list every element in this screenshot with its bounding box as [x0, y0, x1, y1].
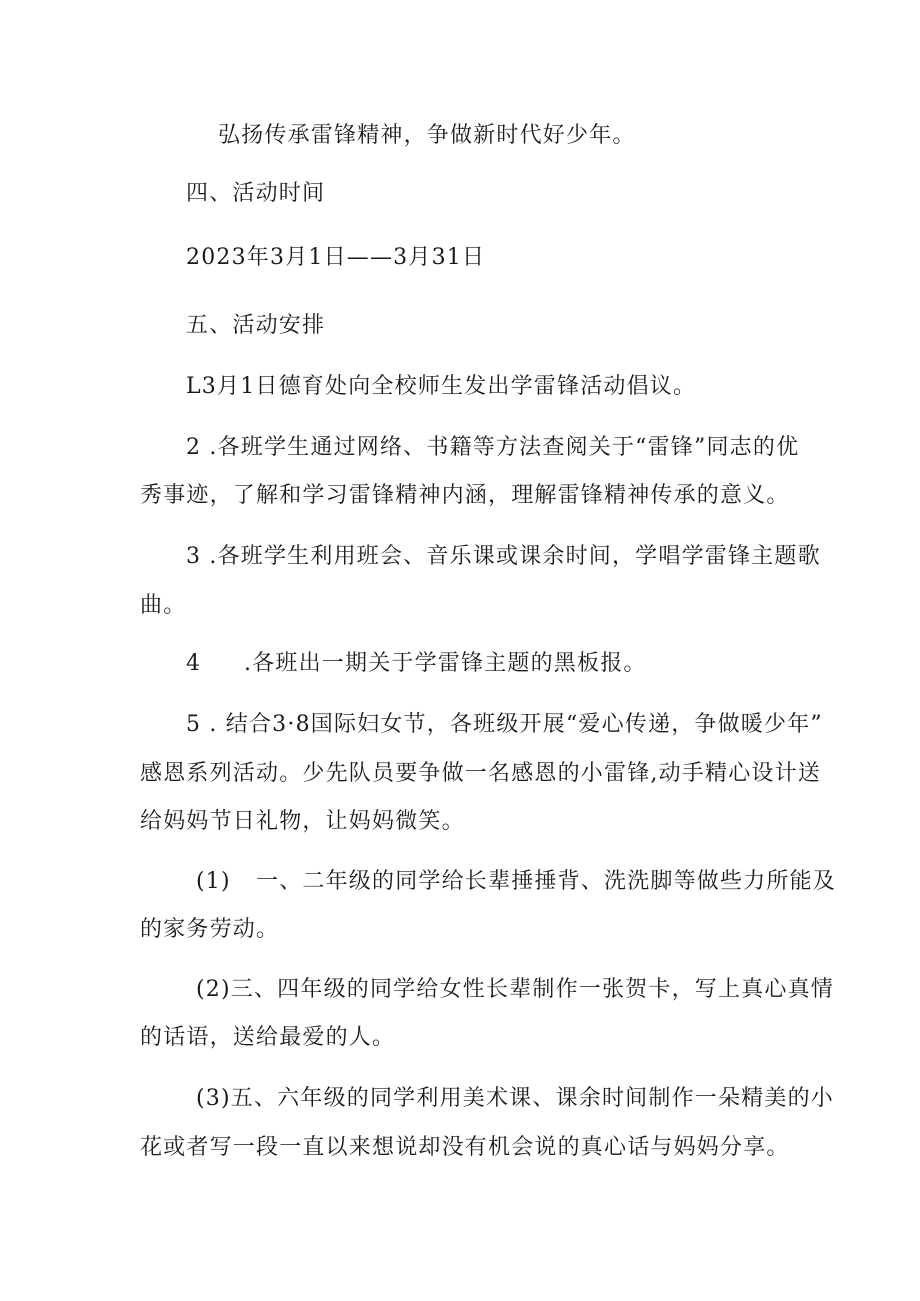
item-3-line-2: 曲。 [140, 593, 187, 618]
item-5-line-1: 5 . 结合3·8国际妇女节，各班级开展“爱心传递，争做暖少年” [186, 712, 823, 737]
slogan-line: 弘扬传承雷锋精神，争做新时代好少年。 [218, 123, 636, 148]
activity-dates: 2023年3月1日——3月31日 [186, 245, 486, 270]
sub-1-number: (1) [196, 869, 231, 894]
sub-2-line-1: (2)三、四年级的同学给女性长辈制作一张贺卡，写上真心真情 [196, 977, 834, 1002]
item-2-line-2: 秀事迹，了解和学习雷锋精神内涵，理解雷锋精神传承的意义。 [140, 483, 790, 508]
sub-1-line-2: 的家务劳动。 [140, 917, 280, 942]
sub-3-line-1: (3)五、六年级的同学利用美术课、课余时间制作一朵精美的小 [196, 1086, 834, 1111]
item-5-line-2: 感恩系列活动。少先队员要争做一名感恩的小雷锋,动手精心设计送 [140, 761, 821, 786]
item-1: L3月1日德育处向全校师生发出学雷锋活动倡议。 [186, 374, 697, 399]
sub-1-line-1: 一、二年级的同学给长辈捶捶背、洗洗脚等做些力所能及 [256, 869, 837, 894]
section-4-heading: 四、活动时间 [186, 181, 326, 206]
item-2-line-1: 2 .各班学生通过网络、书籍等方法查阅关于“雷锋”同志的优 [186, 435, 800, 460]
sub-2-line-2: 的话语，送给最爱的人。 [140, 1025, 396, 1050]
sub-3-line-2: 花或者写一段一直以来想说却没有机会说的真心话与妈妈分享。 [140, 1135, 790, 1160]
section-5-heading: 五、活动安排 [186, 313, 326, 338]
item-3-line-1: 3 .各班学生利用班会、音乐课或课余时间，学唱学雷锋主题歌 [186, 544, 821, 569]
item-4-text: .各班出一期关于学雷锋主题的黑板报。 [244, 651, 647, 676]
item-4-number: 4 [186, 651, 202, 676]
item-5-line-3: 给妈妈节日礼物，让妈妈微笑。 [140, 809, 465, 834]
